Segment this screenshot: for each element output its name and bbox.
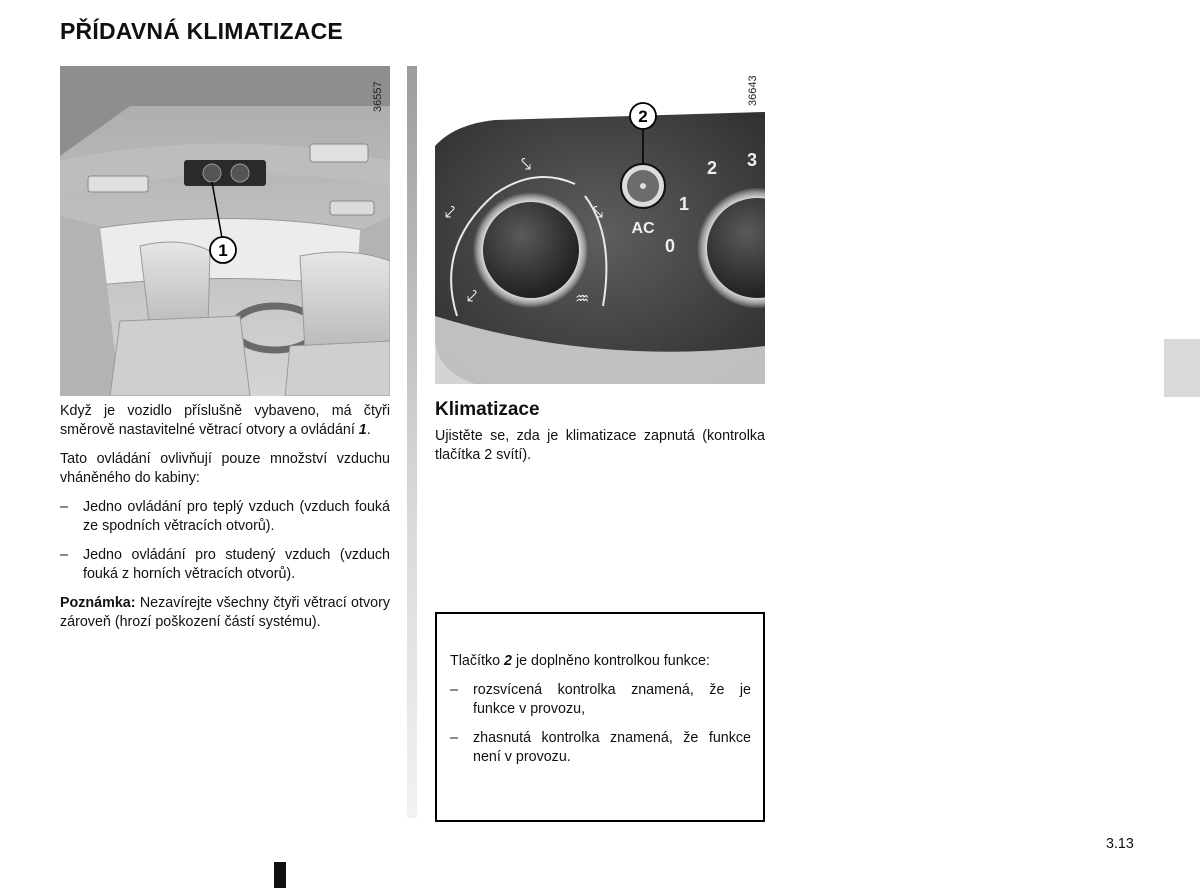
list-dash: –: [450, 682, 458, 698]
list-item: [60, 498, 390, 536]
figure-code: 36643: [747, 75, 759, 106]
interior-roof-vents-figure: [60, 66, 390, 396]
intro-paragraph: [60, 402, 390, 440]
fan-speed-2: 2: [707, 158, 718, 178]
climate-control-panel-figure: [435, 66, 765, 384]
list-dash: –: [60, 499, 68, 515]
list-item-text: rozsvícená kontrolka znamená, že je funkce v provozu,: [473, 682, 751, 717]
svg-text:⤦: ⤦: [467, 286, 478, 307]
info-box-paragraph: [450, 652, 751, 671]
note-paragraph: [60, 594, 390, 632]
airflow-paragraph: Tato ovládání ovlivňují pouze množství vzduchu vháněného do kabiny:: [60, 451, 390, 486]
list-dash: –: [450, 730, 458, 746]
column-divider: [407, 66, 417, 818]
footer-mark: [274, 862, 286, 888]
list-item: [450, 729, 751, 767]
page-number: 3.13: [1106, 836, 1134, 852]
svg-text:⤥: ⤥: [521, 154, 532, 175]
section-heading: Klimatizace: [435, 399, 540, 420]
intro-text: Když je vozidlo příslušně vybaveno, má čtyři směrově nastavitelné větrací otvory a ovládání: [60, 403, 390, 438]
fan-speed-1: 1: [679, 194, 690, 214]
list-item-text: Jedno ovládání pro studený vzduch (vzduch fouká z horních větracích otvorů).: [83, 547, 390, 582]
svg-text:⤥: ⤥: [593, 202, 604, 223]
interior-illustration: [60, 66, 390, 396]
fan-speed-3: 3: [747, 150, 758, 170]
page-title: PŘÍDAVNÁ KLIMATIZACE: [60, 18, 343, 44]
list-item-text: zhasnutá kontrolka znamená, že funkce není v provozu.: [473, 730, 751, 765]
list-item: [60, 546, 390, 584]
info-text-end: je doplněno kontrolkou funkce:: [511, 653, 710, 669]
right-column-text: [435, 400, 765, 475]
chapter-tab: [1164, 339, 1200, 397]
ac-paragraph: Ujistěte se, zda je klimatizace zapnutá (kontrolka tlačítka 2 svítí).: [435, 428, 765, 463]
button-ref: 2: [504, 653, 512, 669]
note-text: Nezavírejte všechny čtyři větrací otvory zároveň (hrozí poškození částí systému).: [60, 595, 390, 630]
control-panel-illustration: [435, 66, 765, 384]
callout-1-label: 1: [218, 241, 228, 260]
left-column-text: [60, 402, 390, 642]
control-ref: 1: [358, 422, 367, 438]
note-label: Poznámka:: [60, 595, 136, 611]
info-box: [435, 612, 765, 822]
list-item: [450, 681, 751, 719]
list-item-text: Jedno ovládání pro teplý vzduch (vzduch fouká ze spodních větracích otvorů).: [83, 499, 390, 534]
fan-speed-0: 0: [665, 236, 676, 256]
svg-text:♒: ♒: [575, 289, 590, 308]
svg-text:⤦: ⤦: [445, 202, 456, 223]
figure-code: 36557: [372, 81, 384, 112]
list-dash: –: [60, 547, 68, 563]
intro-end: .: [366, 422, 371, 438]
ac-label: AC: [631, 220, 655, 237]
info-text: Tlačítko: [450, 653, 505, 669]
callout-2-label: 2: [638, 107, 648, 126]
